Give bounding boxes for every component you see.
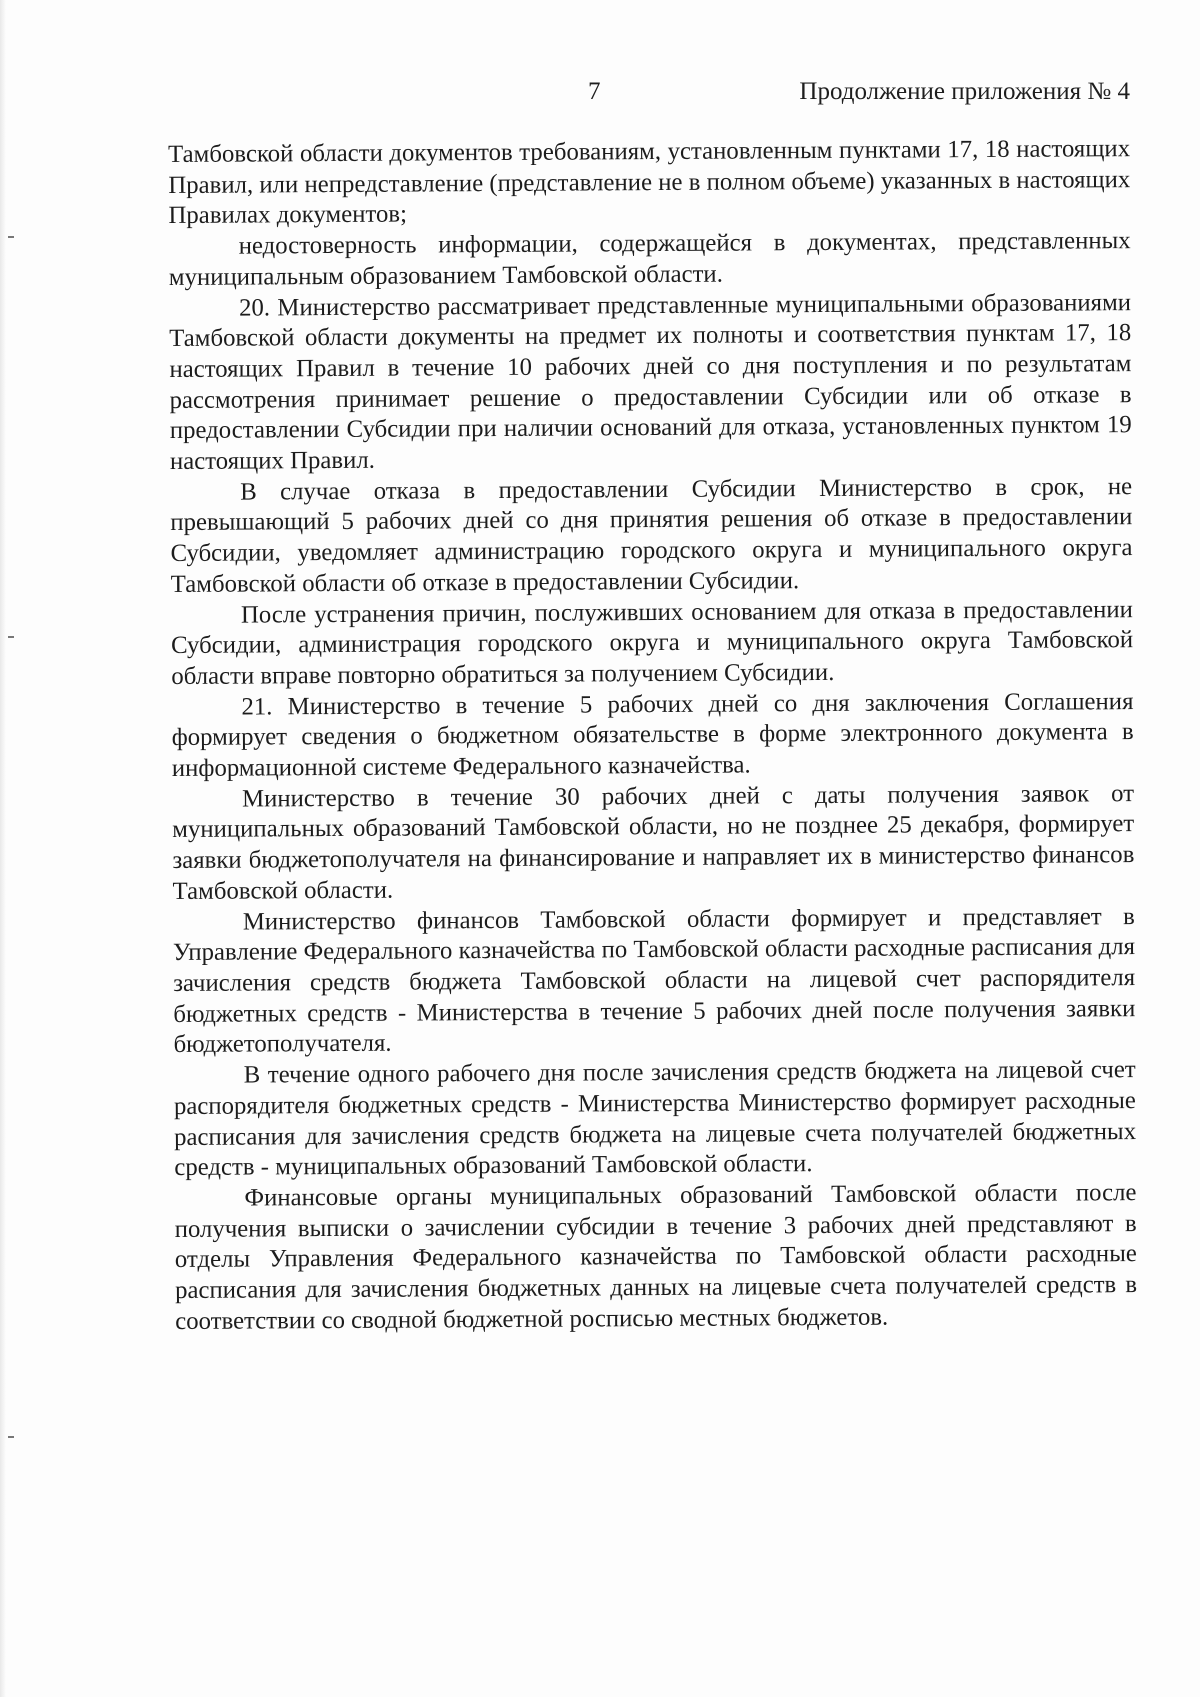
paragraph-item-20: 20. Министерство рассматривает представленные муниципальными образованиями Тамбовской области документы на предмет их полноты и соответствия пунктам 17, 18 настоящих Правил в течение 10 рабочих дней со дня поступления и по результатам рассмотрения принимает решение о предоставлении Субсидии или об отказе в предоставлении Субсидии при наличии оснований для отказа, установленных пунктом 19 настоящих Правил. [169, 288, 1132, 476]
appendix-label: Продолжение приложения № 4 [799, 78, 1130, 105]
paragraph: После устранения причин, послуживших основанием для отказа в предоставлении Субсидии, администрация городского округа и муниципального округа Тамбовской области вправе повторно обратиться за получением Субсидии. [171, 595, 1134, 690]
page-header [170, 78, 1130, 118]
margin-mark [8, 236, 14, 238]
margin-mark [8, 1436, 14, 1438]
paragraph: Министерство финансов Тамбовской области формирует и представляет в Управление Федерального казначейства по Тамбовской области расходные расписания для зачисления средств бюджета Тамбовской области на лицевой счет распорядителя бюджетных средств - Министерства в течение 5 рабочих дней после получения заявки бюджетополучателя. [172, 902, 1136, 1059]
paragraph: Финансовые органы муниципальных образований Тамбовской области после получения выписки о зачислении субсидии в течение 3 рабочих дней представляют в отделы Управления Федерального казначейства по Тамбовской области расходные расписания для зачисления бюджетных данных на лицевые счета получателей средств в соответствии со сводной бюджетной росписью местных бюджетов. [174, 1179, 1138, 1335]
paragraph-continuation: Тамбовской области документов требованиям, установленным пунктами 17, 18 настоящих Правил, или непредставление (представление не в полном объеме) указанных в настоящих Правилах документов; [168, 135, 1131, 230]
paragraph: недостоверность информации, содержащейся в документах, представленных муниципальным образованием Тамбовской области. [168, 227, 1131, 291]
paragraph: В случае отказа в предоставлении Субсидии Министерство в срок, не превышающий 5 рабочих дней со дня принятия решения об отказе в предоставлении Субсидии, уведомляет администрацию городского округа и муниципального округа Тамбовской области об отказе в предоставлении Субсидии. [170, 472, 1133, 598]
paragraph: Министерство в течение 30 рабочих дней с даты получения заявок от муниципальных образований Тамбовской области, но не позднее 25 декабря, формирует заявки бюджетополучателя на финансирование и направляет их в министерство финансов Тамбовской области. [172, 779, 1135, 905]
document-body [168, 134, 1137, 1337]
page-number: 7 [588, 78, 601, 105]
paragraph-item-21: 21. Министерство в течение 5 рабочих дней со дня заключения Соглашения формирует сведения о бюджетном обязательстве в форме электронного документа в информационной системе Федерального казначейства. [171, 687, 1134, 783]
paragraph: В течение одного рабочего дня после зачисления средств бюджета на лицевой счет распорядителя бюджетных средств - Министерства Министерство формирует расходные расписания для зачисления средств бюджета на лицевые счета получателей бюджетных средств - муниципальных образований Тамбовской области. [173, 1056, 1137, 1182]
scan-edge-shadow [0, 0, 6, 1697]
margin-mark [8, 636, 14, 638]
